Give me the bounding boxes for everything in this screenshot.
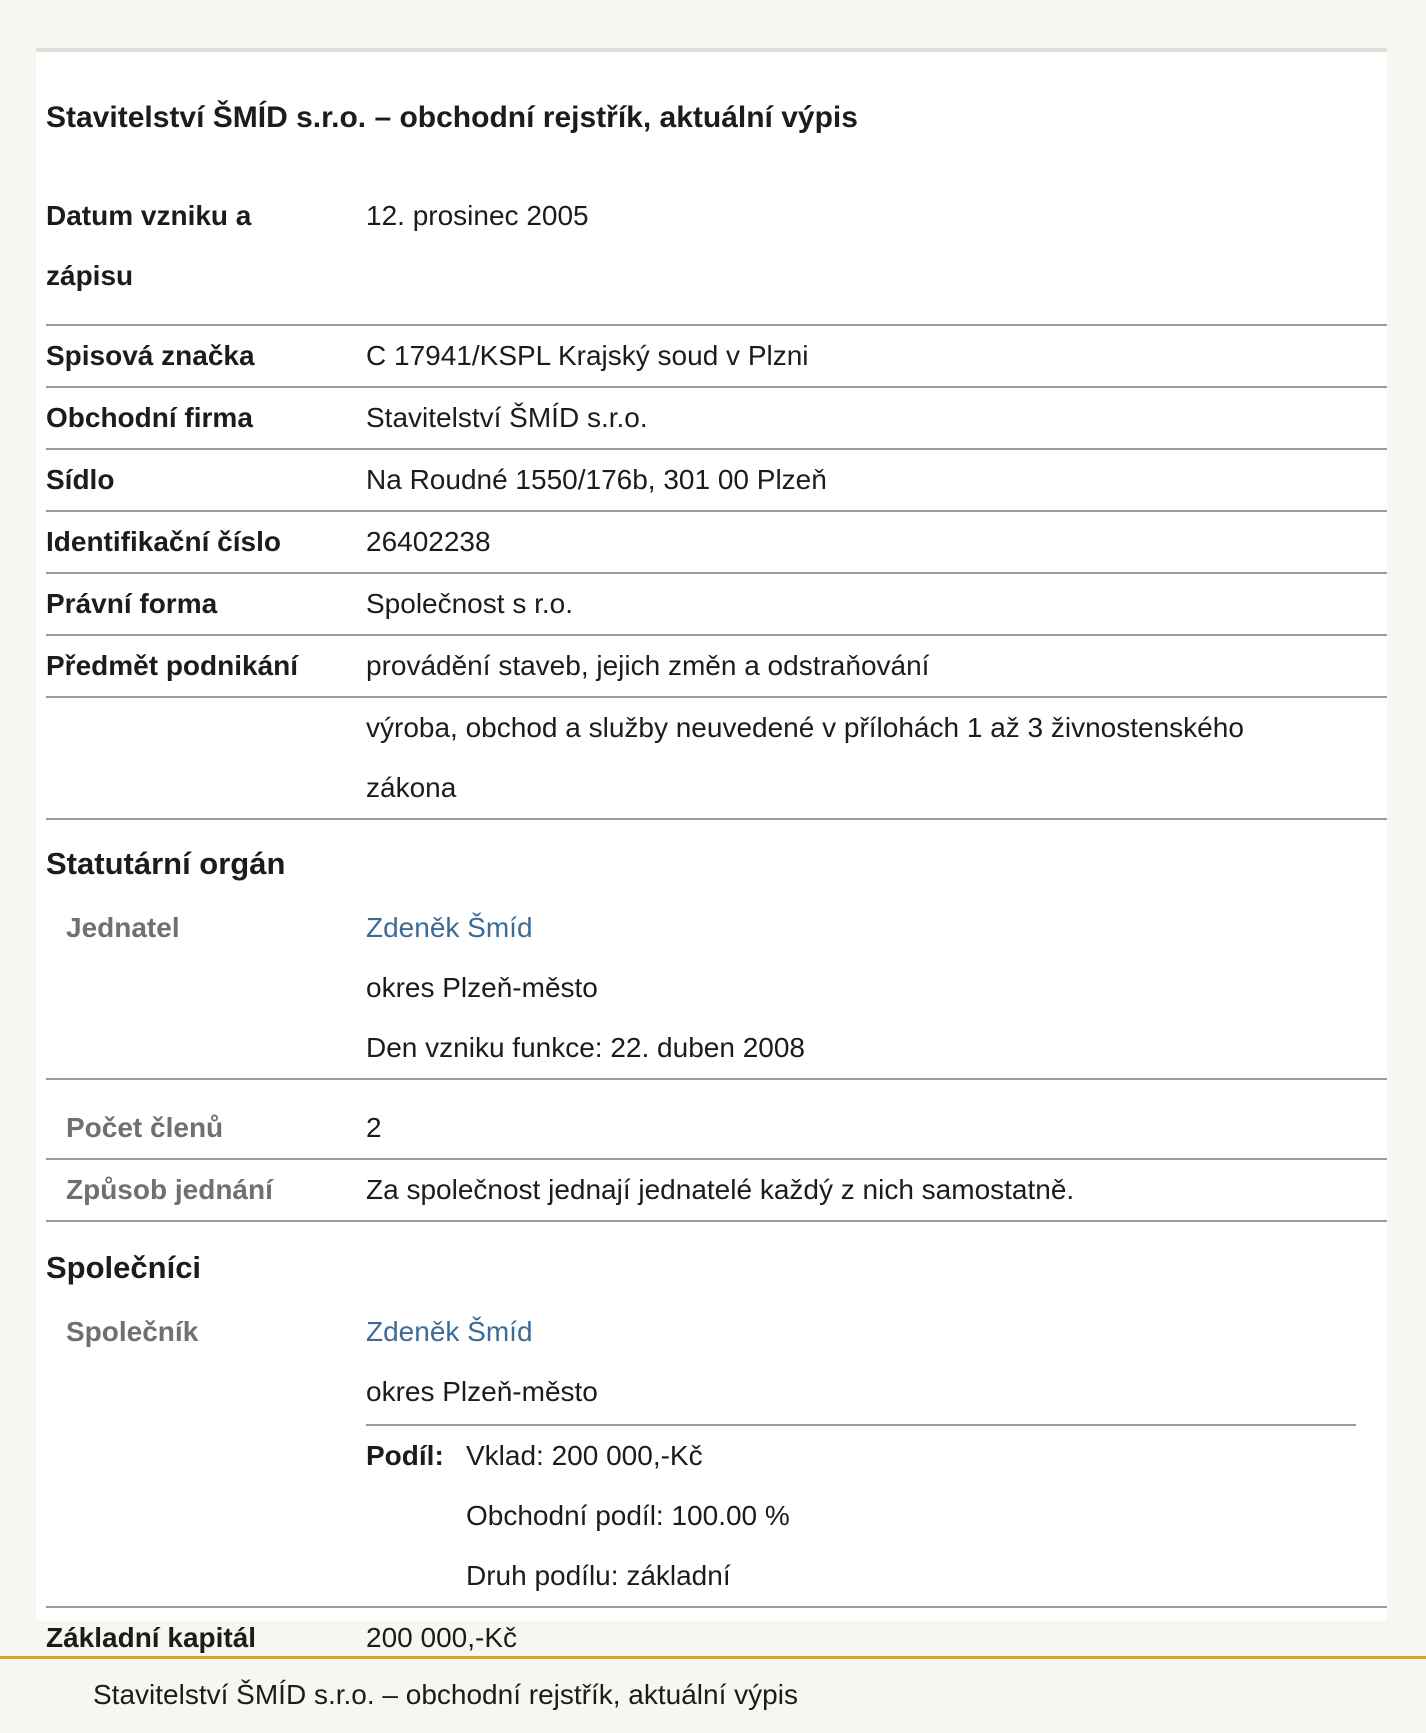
row-firma [46,388,1387,450]
row-spolecnik [46,1302,1387,1608]
share-block [366,1424,1356,1608]
value-firma: Stavitelství ŠMÍD s.r.o. [366,402,648,433]
label-predmet: Předmět podnikání [46,650,299,681]
label-ico: Identifikační číslo [46,526,281,557]
value-kapital: 200 000,-Kč [366,1622,517,1653]
label-pocet: Počet členů [66,1112,224,1143]
share-druh: Druh podílu: základní [466,1560,731,1591]
page-title: Stavitelství ŠMÍD s.r.o. – obchodní rejstřík, aktuální výpis [46,101,858,134]
value-pocet: 2 [366,1112,382,1143]
section-statutarni: Statutární orgán [46,846,286,881]
row-forma [46,574,1387,636]
row-jednatel [46,898,1387,1080]
footer-text: Stavitelství ŠMÍD s.r.o. – obchodní rejstřík, aktuální výpis [93,1679,798,1710]
value-jednatel [366,898,1376,1078]
footer [0,1656,1426,1733]
spolecnik-okres: okres Plzeň-město [366,1376,598,1407]
label-firma: Obchodní firma [46,402,253,433]
value-datum: 12. prosinec 2005 [366,200,589,231]
value-spolecnik [366,1302,1376,1422]
jednatel-okres: okres Plzeň-město [366,972,598,1003]
label-datum: Datum vzniku a zápisu [46,200,252,291]
row-spis [46,326,1387,388]
spolecnik-link[interactable]: Zdeněk Šmíd [366,1316,533,1347]
value-predmet-2: výroba, obchod a služby neuvedené v přílohách 1 až 3 živnostenského zákona [366,712,1244,803]
label-kapital: Základní kapitál [46,1622,257,1653]
jednatel-link[interactable]: Zdeněk Šmíd [366,912,533,943]
value-forma: Společnost s r.o. [366,588,574,619]
row-ico [46,512,1387,574]
row-predmet [46,636,1387,698]
row-pocet [46,1098,1387,1160]
register-card [36,48,1387,1653]
label-jednatel: Jednatel [66,912,180,943]
share-obchodni-podil: Obchodní podíl: 100.00 % [466,1500,790,1531]
share-vklad: Vklad: 200 000,-Kč [466,1440,703,1471]
row-zpusob [46,1160,1387,1222]
jednatel-funkce: Den vzniku funkce: 22. duben 2008 [366,1032,805,1063]
label-spolecnik: Společník [66,1316,199,1347]
value-spis: C 17941/KSPL Krajský soud v Plzni [366,340,809,371]
value-zpusob: Za společnost jednají jednatelé každý z nich samostatně. [366,1174,1075,1205]
label-spis: Spisová značka [46,340,255,371]
section-spolecnici: Společníci [46,1250,202,1285]
share-label: Podíl: [366,1440,444,1471]
value-predmet-1: provádění staveb, jejich změn a odstraňování [366,650,930,681]
value-sidlo: Na Roudné 1550/176b, 301 00 Plzeň [366,464,827,495]
row-predmet-2 [46,698,1387,820]
row-sidlo [46,450,1387,512]
value-ico: 26402238 [366,526,491,557]
label-zpusob: Způsob jednání [66,1174,273,1205]
row-datum [46,186,1387,326]
label-forma: Právní forma [46,588,218,619]
label-sidlo: Sídlo [46,464,115,495]
